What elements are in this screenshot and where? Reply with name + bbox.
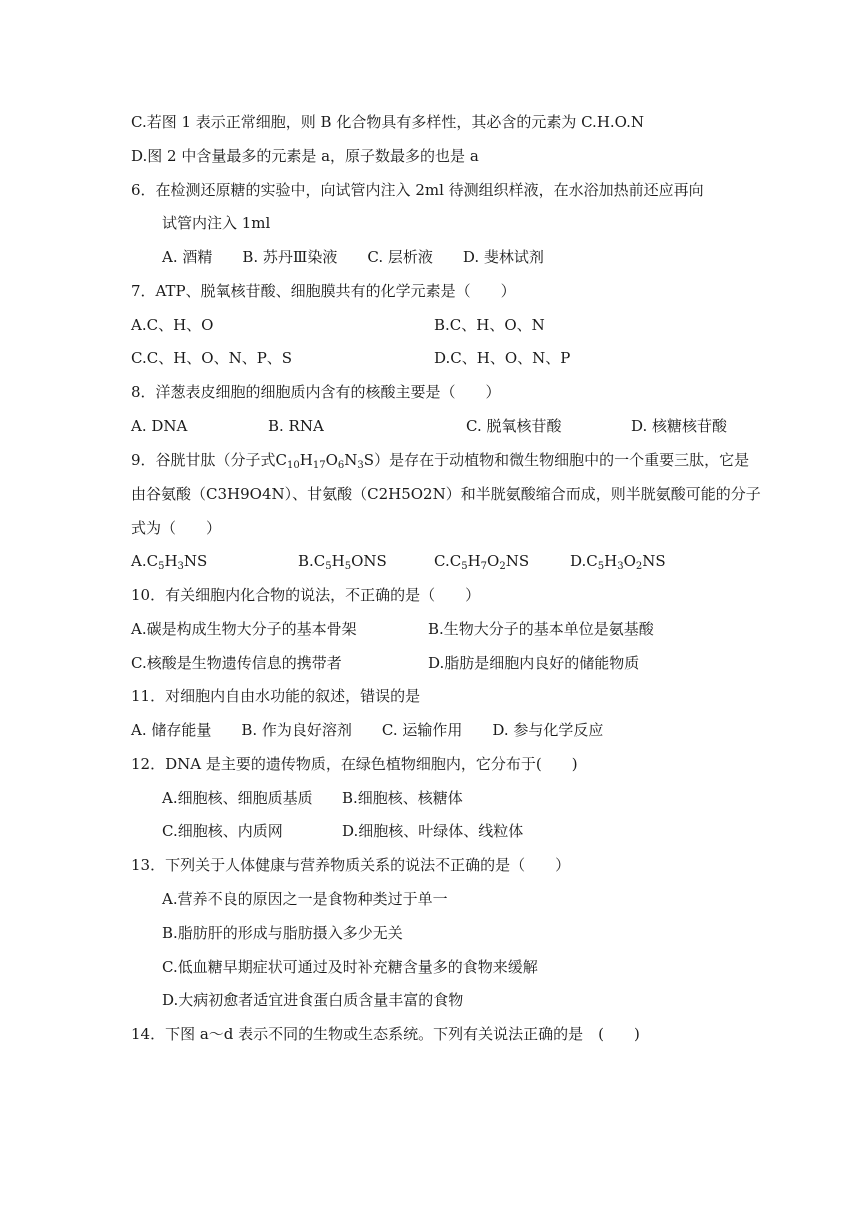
q11-options: A. 储存能量 B. 作为良好溶剂 C. 运输作用 D. 参与化学反应 — [131, 721, 604, 739]
q13-stem: 13．下列关于人体健康与营养物质关系的说法不正确的是（ ） — [131, 856, 571, 874]
q12-option-a: A.细胞核、细胞质基质 — [162, 789, 313, 807]
q7-option-c: C.C、H、O、N、P、S — [131, 349, 293, 367]
q5-option-d: D.图 2 中含量最多的元素是 a，原子数最多的也是 a — [131, 147, 479, 165]
q6-options: A. 酒精 B. 苏丹Ⅲ染液 C. 层析液 D. 斐林试剂 — [162, 248, 544, 266]
q10-option-a: A.碳是构成生物大分子的基本骨架 — [131, 620, 357, 638]
q10-option-d: D.脂肪是细胞内良好的储能物质 — [428, 654, 640, 672]
q8-option-c: C. 脱氧核苷酸 — [466, 417, 562, 435]
q13-option-a: A.营养不良的原因之一是食物种类过于单一 — [162, 890, 448, 908]
q12-option-c: C.细胞核、内质网 — [162, 822, 283, 840]
q6-stem-line-1: 6．在检测还原糖的实验中，向试管内注入 2ml 待测组织样液，在水浴加热前还应再向 — [131, 181, 704, 199]
q14-stem: 14．下图 a～d 表示不同的生物或生态系统。下列有关说法正确的是 ( ) — [131, 1025, 640, 1043]
q9-option-c: $C.C_5H_7O_2NS$ — [434, 552, 530, 572]
q13-option-d: D.大病初愈者适宜进食蛋白质含量丰富的食物 — [162, 991, 464, 1009]
q10-stem: 10．有关细胞内化合物的说法，不正确的是（ ） — [131, 586, 481, 604]
q5-option-c: C.若图 1 表示正常细胞，则 B 化合物具有多样性，其必含的元素为 C.H.O.N — [131, 113, 644, 131]
q10-option-b: B.生物大分子的基本单位是氨基酸 — [428, 620, 654, 638]
q9-option-a: $A.C_5H_3NS$ — [131, 552, 208, 572]
q9-option-d: $D.C_5H_3O_2NS$ — [570, 552, 666, 572]
q13-option-c: C.低血糖早期症状可通过及时补充糖含量多的食物来缓解 — [162, 958, 538, 976]
q9-stem-line-1: 9．谷胱甘肽（分子式$C_{10}H_{17}O_6N_3S$）是存在于动植物和微生物细胞中的一个重要三肽，它是 — [131, 451, 750, 471]
q7-stem: 7．ATP、脱氧核苷酸、细胞膜共有的化学元素是（ ） — [131, 282, 516, 300]
q8-option-d: D. 核糖核苷酸 — [631, 417, 728, 435]
q8-option-a: A. DNA — [131, 417, 188, 435]
q11-stem: 11．对细胞内自由水功能的叙述，错误的是 — [131, 687, 421, 705]
q12-option-b: B.细胞核、核糖体 — [342, 789, 463, 807]
q7-option-a: A.C、H、O — [131, 316, 214, 334]
q7-option-b: B.C、H、O、N — [434, 316, 545, 334]
q8-option-b: B. RNA — [268, 417, 324, 435]
q9-option-b: $B.C_5H_5ONS$ — [298, 552, 387, 572]
q10-option-c: C.核酸是生物遗传信息的携带者 — [131, 654, 342, 672]
q13-option-b: B.脂肪肝的形成与脂肪摄入多少无关 — [162, 924, 403, 942]
q9-stem-line-2: 由谷氨酸（C3H9O4N）、甘氨酸（C2H5O2N）和半胱氨酸缩合而成，则半胱氨酸可能的分子 — [131, 485, 761, 503]
q6-stem-line-2: 试管内注入 1ml — [162, 214, 271, 232]
q12-stem: 12．DNA 是主要的遗传物质，在绿色植物细胞内，它分布于( ) — [131, 755, 578, 773]
q12-option-d: D.细胞核、叶绿体、线粒体 — [342, 822, 524, 840]
q9-stem-line-3: 式为（ ） — [131, 519, 222, 537]
q8-stem: 8．洋葱表皮细胞的细胞质内含有的核酸主要是（ ） — [131, 383, 501, 401]
q7-option-d: D.C、H、O、N、P — [434, 349, 571, 367]
